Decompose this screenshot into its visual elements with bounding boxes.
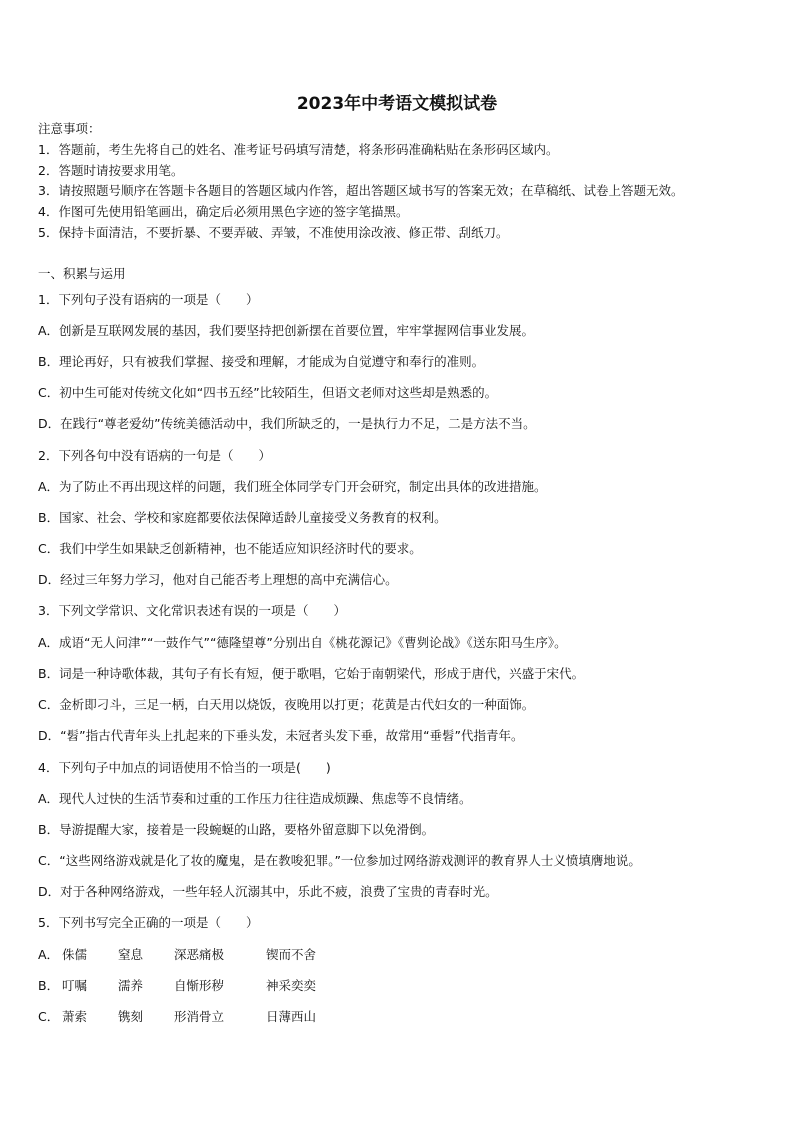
option-label: C．: [38, 1009, 60, 1024]
notice-item: 5．保持卡面清洁，不要折暴、不要弄破、弄皱，不准使用涂改液、修正带、刮纸刀。: [38, 225, 509, 240]
question-option: C．金析即刁斗，三足一柄，白天用以烧饭，夜晚用以打更；花黄是古代妇女的一种面饰。: [38, 697, 535, 712]
option-word: 镌刻: [118, 1009, 144, 1024]
option-word: 窒息: [118, 947, 144, 962]
section-heading: 一、积累与运用: [38, 266, 126, 281]
question-option: D．在践行“尊老爱幼”传统美德活动中，我们所缺乏的，一是执行力不足，二是方法不当。: [38, 416, 536, 431]
notice-item: 1．答题前，考生先将自己的姓名、准考证号码填写清楚，将条形码准确粘贴在条形码区域内。: [38, 142, 559, 157]
question-option: C．“这些网络游戏就是化了妆的魔鬼，是在教唆犯罪。”一位参加过网络游戏测评的教育界人士义愤填膺地说。: [38, 853, 641, 868]
question-stem: 1．下列句子没有语病的一项是（ ）: [38, 292, 259, 307]
question-option: A．成语“无人问津”“一鼓作气”“德隆望尊”分别出自《桃花源记》《曹刿论战》《送东阳马生序》。: [38, 635, 567, 650]
question-option: C．初中生可能对传统文化如“四书五经”比较陌生，但语文老师对这些却是熟悉的。: [38, 385, 498, 400]
notice-heading: 注意事项：: [38, 121, 101, 136]
option-word: 濡养: [118, 978, 144, 993]
notice-item: 3．请按照题号顺序在答题卡各题目的答题区域内作答，超出答题区域书写的答案无效；在草稿纸、试卷上答题无效。: [38, 183, 684, 198]
question-stem: 2．下列各句中没有语病的一句是（ ）: [38, 448, 271, 463]
question-option: B．词是一种诗歌体裁，其句子有长有短，便于歌唱，它始于南朝梁代，形成于唐代，兴盛于宋代。: [38, 666, 585, 681]
option-word: 锲而不舍: [266, 947, 317, 962]
question-option: D．对于各种网络游戏，一些年轻人沉溺其中，乐此不疲，浪费了宝贵的青春时光。: [38, 884, 498, 899]
notice-item: 4．作图可先使用铅笔画出，确定后必须用黑色字迹的签字笔描黑。: [38, 204, 409, 219]
option-label: A．: [38, 947, 60, 962]
option-word: 萧索: [62, 1009, 88, 1024]
question-option: A．为了防止不再出现这样的问题，我们班全体同学专门开会研究，制定出具体的改进措施。: [38, 479, 547, 494]
option-word: 叮嘱: [62, 978, 88, 993]
question-option: B．导游提醒大家，接着是一段蜿蜒的山路，要格外留意脚下以免滑倒。: [38, 822, 435, 837]
option-word: 形消骨立: [174, 1009, 225, 1024]
option-word: 自惭形秽: [174, 978, 225, 993]
question-option: D．“髫”指古代青年头上扎起来的下垂头发，未冠者头发下垂，故常用“垂髫”代指青年。: [38, 728, 524, 743]
question-option: A．创新是互联网发展的基因，我们要坚持把创新摆在首要位置，牢牢掌握网信事业发展。: [38, 323, 535, 338]
option-word: 神采奕奕: [266, 978, 317, 993]
question-option: D．经过三年努力学习，他对自己能否考上理想的高中充满信心。: [38, 572, 398, 587]
option-word: 深恶痛极: [174, 947, 225, 962]
question-stem: 4．下列句子中加点的词语使用不恰当的一项是( ): [38, 760, 331, 775]
question-option: A．现代人过快的生活节奏和过重的工作压力往往造成烦躁、焦虑等不良情绪。: [38, 791, 472, 806]
notice-item: 2．答题时请按要求用笔。: [38, 163, 184, 178]
option-word: 侏儒: [62, 947, 88, 962]
question-option: C．我们中学生如果缺乏创新精神，也不能适应知识经济时代的要求。: [38, 541, 422, 556]
question-stem: 5．下列书写完全正确的一项是（ ）: [38, 915, 259, 930]
question-option: B．理论再好，只有被我们掌握、接受和理解，才能成为自觉遵守和奉行的准则。: [38, 354, 485, 369]
question-option: B．国家、社会、学校和家庭都要依法保障适龄儿童接受义务教育的权利。: [38, 510, 447, 525]
option-label: B．: [38, 978, 60, 993]
page-title: 2023年中考语文模拟试卷: [296, 94, 498, 114]
question-stem: 3．下列文学常识、文化常识表述有误的一项是（ ）: [38, 603, 346, 618]
option-word: 日薄西山: [266, 1009, 317, 1024]
